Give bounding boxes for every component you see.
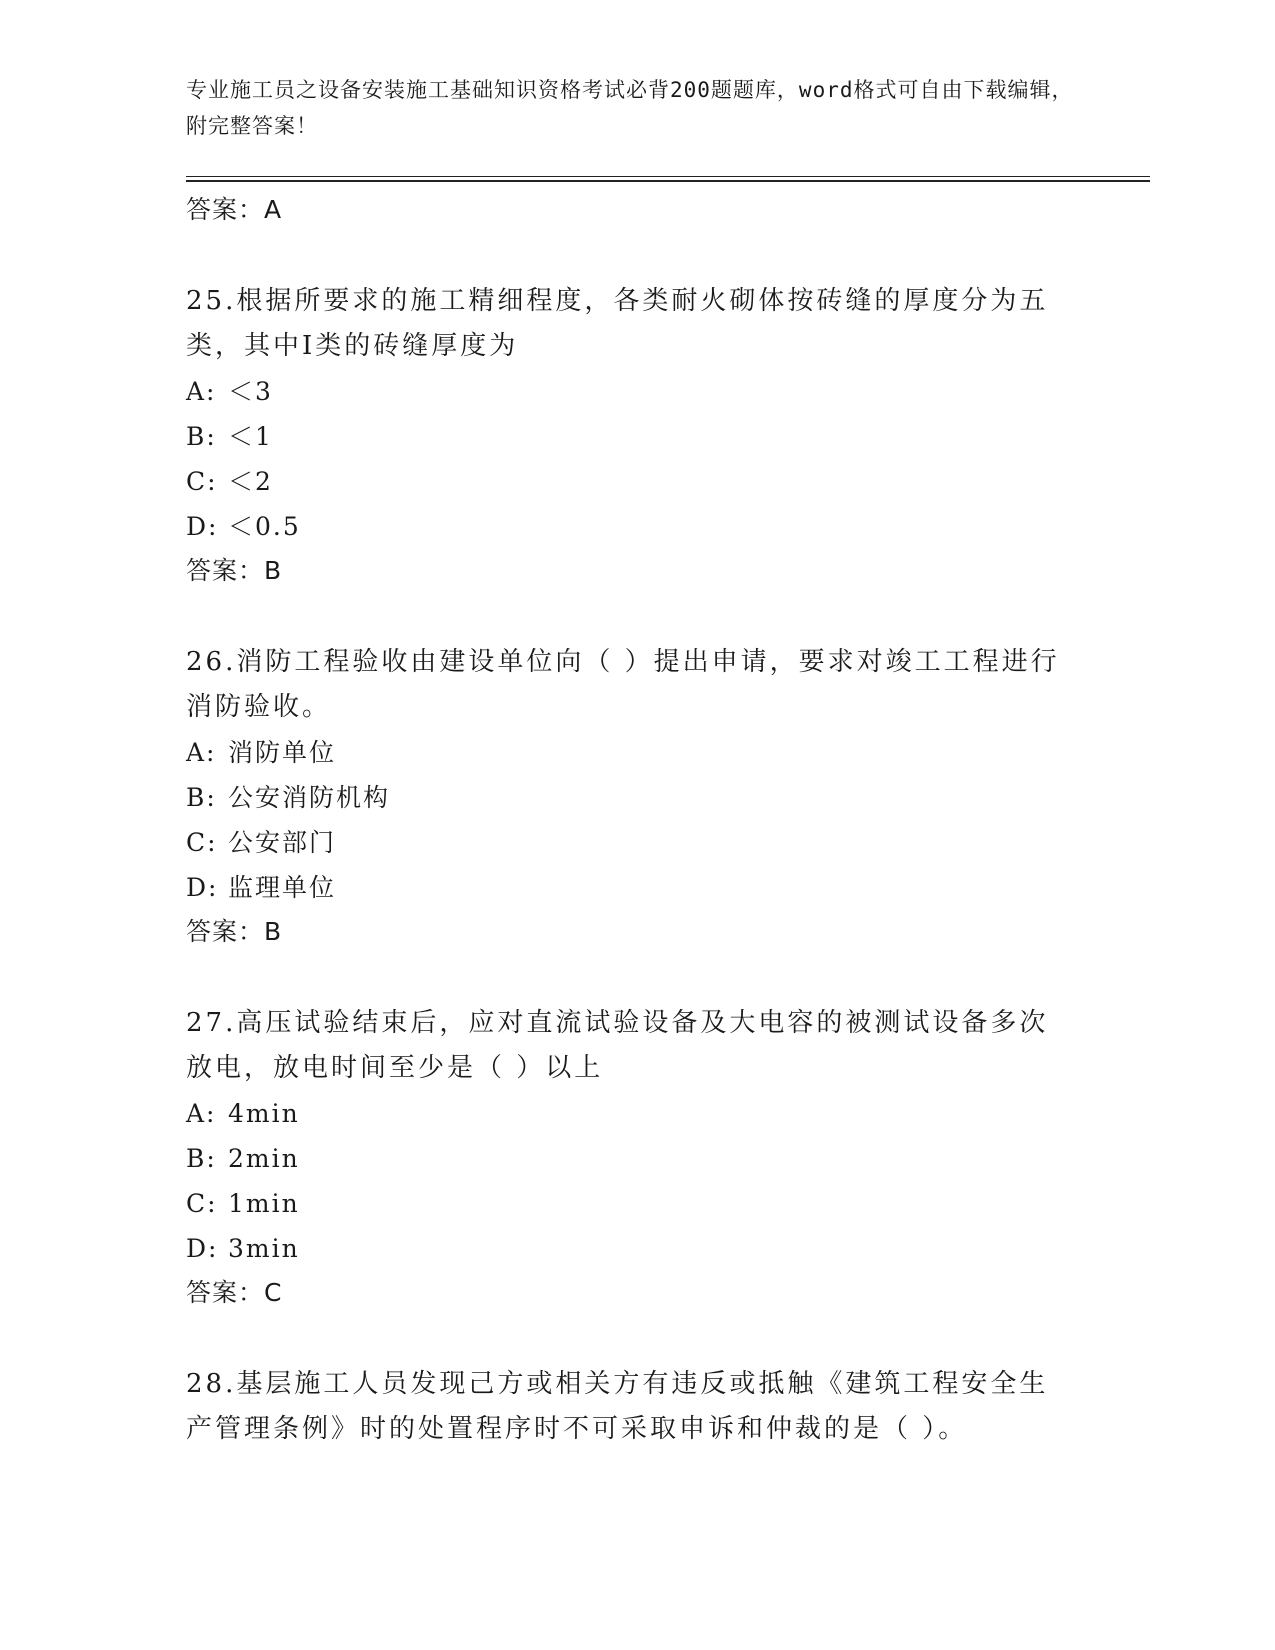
answer-line: 答案：B [186, 917, 283, 946]
answer-line: 答案：C [186, 1278, 283, 1307]
answer-line: 答案：A [186, 195, 283, 224]
option-key: D: [186, 1234, 219, 1263]
option-text: ＜0.5 [228, 512, 301, 541]
document-header: 专业施工员之设备安装施工基础知识资格考试必背200题题库，word格式可自由下载编辑，附完整答案！ [186, 78, 1074, 138]
option-key: C: [186, 1189, 218, 1218]
option-key: A: [186, 377, 217, 406]
question-text: 26.消防工程验收由建设单位向（ ）提出申请，要求对竣工工程进行消防验收。 [186, 647, 1060, 722]
option-d [186, 504, 1086, 549]
option-a [186, 730, 1086, 775]
option-b [186, 775, 1086, 820]
option-b [186, 414, 1086, 459]
question-block [186, 640, 1086, 954]
option-text: 公安消防机构 [228, 783, 391, 812]
option-a [186, 369, 1086, 414]
option-key: C: [186, 467, 218, 496]
option-c [186, 820, 1086, 865]
header-divider-thin [186, 176, 1150, 177]
question-text: 27.高压试验结束后，应对直流试验设备及大电容的被测试设备多次放电，放电时间至少是（ ）以上 [186, 1008, 1049, 1083]
question-text: 28.基层施工人员发现己方或相关方有违反或抵触《建筑工程安全生产管理条例》时的处置程序时不可采取申诉和仲裁的是（ ）。 [186, 1369, 1049, 1444]
option-d [186, 1226, 1086, 1271]
option-b [186, 1136, 1086, 1181]
option-c [186, 459, 1086, 504]
option-key: D: [186, 873, 219, 902]
answer-line: 答案：B [186, 556, 283, 585]
option-text: 2min [228, 1144, 300, 1173]
option-text: 消防单位 [228, 738, 337, 767]
question-block [186, 1001, 1086, 1315]
question-block [186, 1362, 1086, 1452]
document-content [186, 188, 1086, 1452]
option-text: ＜3 [228, 377, 273, 406]
question-block [186, 279, 1086, 593]
option-text: 4min [228, 1099, 300, 1128]
option-text: ＜2 [228, 467, 273, 496]
option-key: C: [186, 828, 218, 857]
option-text: 公安部门 [228, 828, 337, 857]
option-key: B: [186, 1144, 217, 1173]
option-key: D: [186, 512, 219, 541]
option-c [186, 1181, 1086, 1226]
option-text: 1min [228, 1189, 300, 1218]
option-key: B: [186, 783, 217, 812]
option-d [186, 865, 1086, 910]
option-key: A: [186, 1099, 217, 1128]
question-text: 25.根据所要求的施工精细程度，各类耐火砌体按砖缝的厚度分为五类，其中Ⅰ类的砖缝厚度为 [186, 286, 1049, 361]
header-divider-thick [186, 180, 1150, 182]
option-text: 3min [228, 1234, 300, 1263]
option-key: B: [186, 422, 217, 451]
option-text: ＜1 [228, 422, 273, 451]
option-text: 监理单位 [228, 873, 337, 902]
option-key: A: [186, 738, 217, 767]
option-a [186, 1091, 1086, 1136]
